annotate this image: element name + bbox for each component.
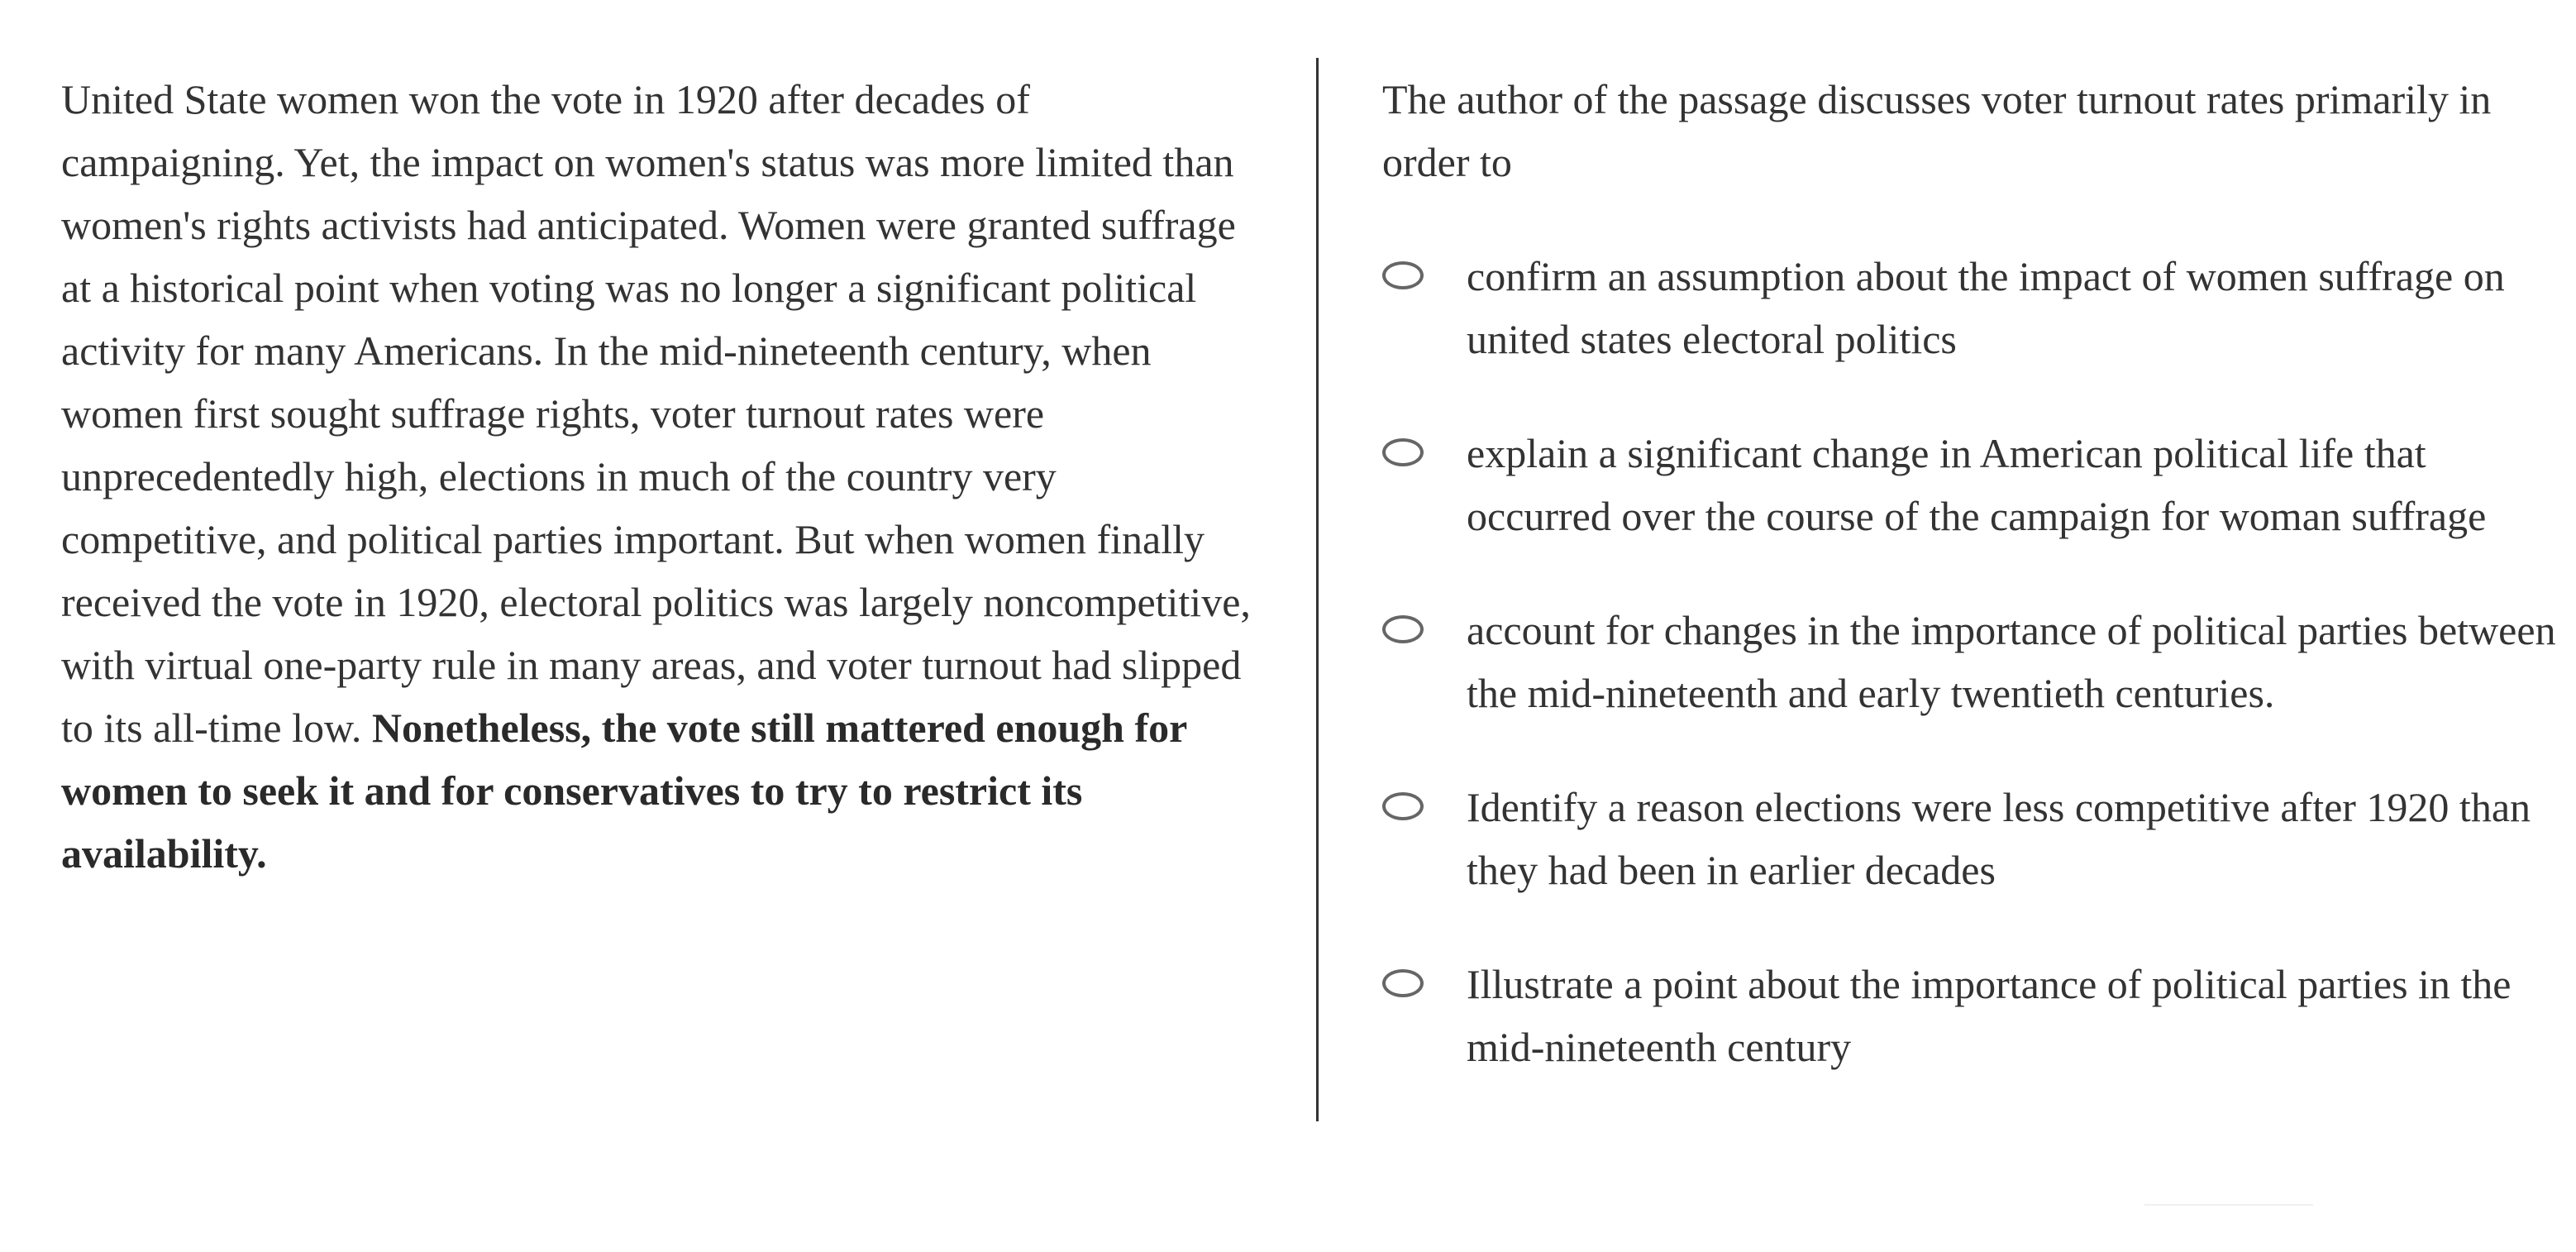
radio-button-icon[interactable]: [1382, 615, 1424, 643]
divider-line: [2144, 1204, 2313, 1206]
answer-choice-3[interactable]: [1382, 599, 2556, 724]
answer-choice-1[interactable]: [1382, 245, 2556, 370]
radio-button-icon[interactable]: [1382, 792, 1424, 820]
answer-choice-5[interactable]: [1382, 953, 2556, 1078]
answer-choice-label: account for changes in the importance of political parties between the mid-nineteenth and early twentieth centuries.: [1467, 607, 2556, 716]
answer-choice-label: Illustrate a point about the importance of political parties in the mid-nineteenth century: [1467, 961, 2512, 1070]
reading-passage: [61, 68, 1252, 885]
radio-button-icon[interactable]: [1382, 261, 1424, 289]
passage-highlighted-sentence: Nonetheless, the vote still mattered enough for women to seek it and for conservatives to try to restrict its availability.: [61, 705, 1187, 877]
question-panel: [1382, 68, 2556, 1130]
answer-choice-label: explain a significant change in American political life that occurred over the course of the campaign for woman suffrage: [1467, 430, 2487, 539]
answer-choice-2[interactable]: [1382, 422, 2556, 547]
radio-button-icon[interactable]: [1382, 438, 1424, 466]
answer-choice-label: Identify a reason elections were less competitive after 1920 than they had been in earlier decades: [1467, 784, 2531, 893]
radio-button-icon[interactable]: [1382, 969, 1424, 997]
answer-choice-4[interactable]: [1382, 776, 2556, 901]
question-stem: The author of the passage discusses voter turnout rates primarily in order to: [1382, 76, 2492, 185]
answer-choice-label: confirm an assumption about the impact of women suffrage on united states electoral politics: [1467, 253, 2505, 362]
pane-divider[interactable]: [1316, 58, 1319, 1121]
passage-text: [61, 68, 1252, 885]
passage-body: United State women won the vote in 1920 after decades of campaigning. Yet, the impact on women's status was more limited than women's rights activists had anticipated. Women were granted suffrage at a historical point when voting was no longer a significant political activity for many Americans. In the mid-nineteenth century, when women first sought suffrage rights, voter turnout rates were unprecedentedly high, elections in much of the country very competitive, and political parties important. But when women finally received the vote in 1920, electoral politics was largely noncompetitive, with virtual one-party rule in many areas, and voter turnout had slipped to its all-time low.: [61, 76, 1251, 751]
